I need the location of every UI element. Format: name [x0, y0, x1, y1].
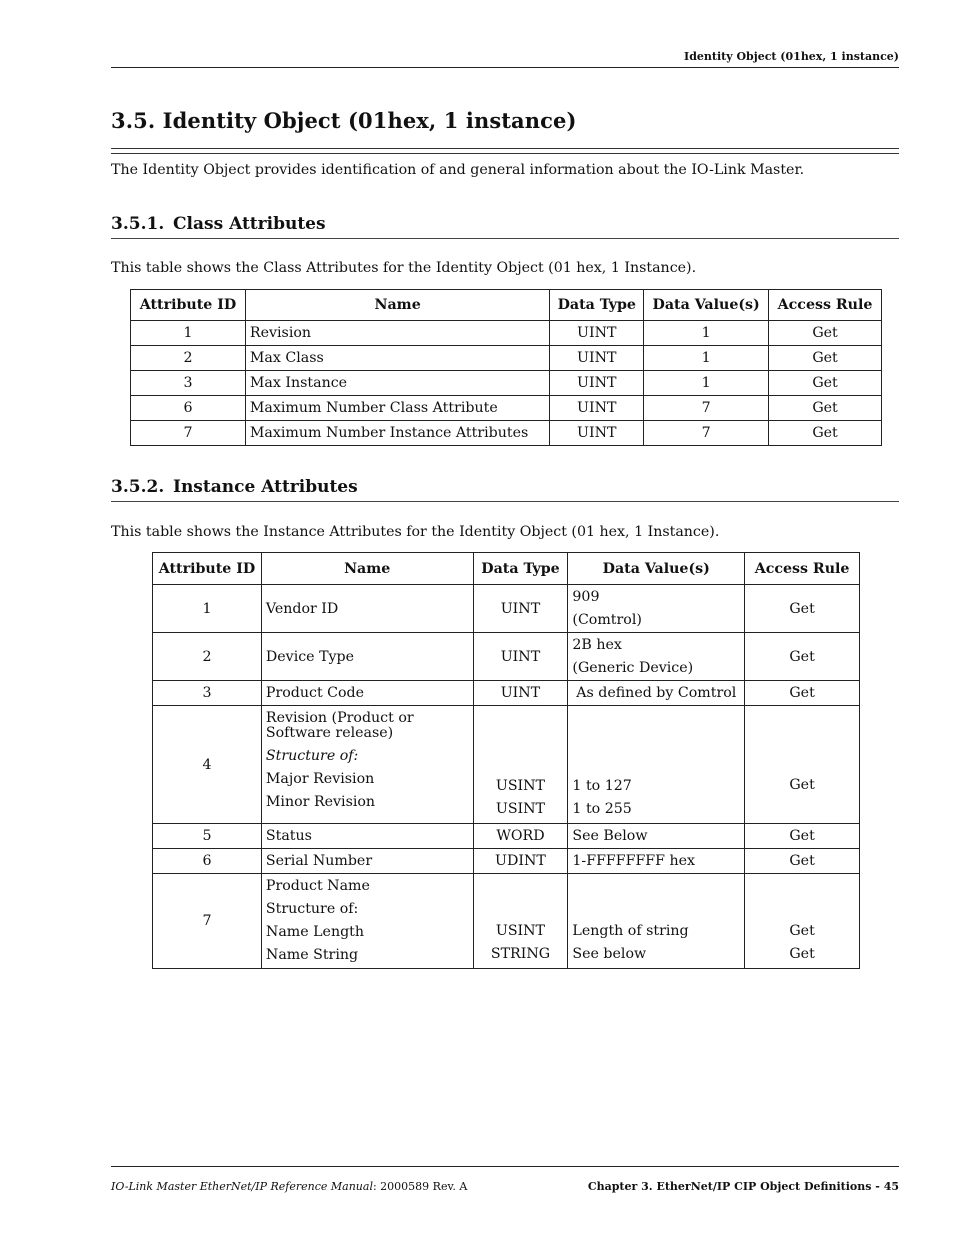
attribute-id: 2	[153, 633, 262, 681]
access-rule: Get	[745, 706, 860, 824]
column-header: Access Rule	[769, 290, 882, 321]
document-page	[111, 0, 899, 1235]
access-rule-line: Get	[789, 946, 815, 962]
instance-attributes-caption: This table shows the Instance Attributes for the Identity Object (01 hex, 1 Instance).	[111, 524, 720, 540]
data-value: 1-FFFFFFFF hex	[568, 849, 745, 874]
section-intro: The Identity Object provides identification of and general information about the IO-Link Master.	[111, 162, 805, 178]
data-value-line: 1 to 127	[572, 778, 632, 794]
table-row	[131, 346, 882, 371]
column-header: Name	[245, 290, 549, 321]
attribute-id: 7	[131, 421, 246, 446]
instance-attributes-table	[152, 552, 860, 969]
attribute-name: Revision	[245, 321, 549, 346]
attribute-id: 6	[153, 849, 262, 874]
access-rule: Get	[769, 321, 882, 346]
table-row	[153, 681, 860, 706]
table-header-row	[153, 553, 860, 585]
attribute-name: Max Instance	[245, 371, 549, 396]
table-header-row	[131, 290, 882, 321]
access-rule: Get	[769, 421, 882, 446]
instance-attributes-title: Instance Attributes	[173, 477, 358, 497]
column-header: Attribute ID	[153, 553, 262, 585]
data-value-line: See below	[572, 946, 647, 962]
attribute-id: 2	[131, 346, 246, 371]
access-rule: Get	[769, 371, 882, 396]
access-rule: Get	[769, 396, 882, 421]
attribute-id: 1	[153, 585, 262, 633]
data-type: UINT	[550, 371, 644, 396]
data-type: UINT	[550, 421, 644, 446]
name-line: Name Length	[265, 924, 365, 940]
data-value	[568, 633, 745, 681]
access-rule	[745, 874, 860, 969]
access-rule: Get	[745, 681, 860, 706]
footer-manual-revision: : 2000589 Rev. A	[372, 1180, 468, 1193]
section-title-rule	[111, 148, 899, 154]
data-value: See Below	[568, 824, 745, 849]
class-attributes-heading	[111, 214, 326, 234]
instance-attributes-rule	[111, 501, 899, 502]
table-row	[153, 706, 860, 824]
column-header: Access Rule	[745, 553, 860, 585]
attribute-id: 5	[153, 824, 262, 849]
name-line: Software release)	[265, 725, 394, 741]
data-value-line: (Comtrol)	[572, 611, 642, 628]
running-header: Identity Object (01hex, 1 instance)	[684, 50, 899, 63]
instance-attributes-heading	[111, 477, 358, 497]
data-value	[568, 585, 745, 633]
table-row	[153, 585, 860, 633]
attribute-name	[261, 706, 473, 824]
access-rule: Get	[769, 346, 882, 371]
data-value-line: (Generic Device)	[572, 659, 694, 676]
access-rule: Get	[745, 824, 860, 849]
table-row	[153, 874, 860, 969]
data-value-line: Length of string	[572, 923, 689, 939]
data-value: 1	[644, 321, 769, 346]
class-attributes-rule	[111, 238, 899, 239]
table-row	[153, 633, 860, 681]
data-type: UINT	[550, 346, 644, 371]
data-type: UINT	[550, 396, 644, 421]
name-line: Product Name	[265, 878, 370, 894]
class-attributes-caption: This table shows the Class Attributes for the Identity Object (01 hex, 1 Instance).	[111, 260, 697, 276]
table-row	[153, 849, 860, 874]
data-type: UINT	[473, 585, 568, 633]
access-rule: Get	[745, 633, 860, 681]
class-attributes-table	[130, 289, 882, 446]
column-header: Name	[261, 553, 473, 585]
name-line: Structure of:	[265, 901, 359, 917]
data-type: UINT	[473, 633, 568, 681]
table-row	[153, 824, 860, 849]
data-value: 1	[644, 346, 769, 371]
data-type: UINT	[473, 681, 568, 706]
attribute-name: Max Class	[245, 346, 549, 371]
data-type-line: STRING	[490, 946, 551, 962]
table-row	[131, 321, 882, 346]
column-header: Data Type	[550, 290, 644, 321]
table-row	[131, 371, 882, 396]
header-rule	[111, 67, 899, 68]
name-line: Revision (Product or	[265, 710, 414, 726]
data-type: WORD	[473, 824, 568, 849]
instance-attributes-number: 3.5.2.	[111, 477, 165, 497]
column-header: Data Value(s)	[568, 553, 745, 585]
footer-rule	[111, 1166, 899, 1167]
data-value	[568, 874, 745, 969]
attribute-name: Maximum Number Instance Attributes	[245, 421, 549, 446]
data-value: 1	[644, 371, 769, 396]
access-rule: Get	[745, 849, 860, 874]
data-type: UINT	[550, 321, 644, 346]
data-value-line: 1 to 255	[572, 801, 632, 817]
column-header: Attribute ID	[131, 290, 246, 321]
attribute-name: Serial Number	[261, 849, 473, 874]
attribute-id: 3	[131, 371, 246, 396]
footer-manual-reference	[111, 1180, 467, 1193]
attribute-name: Product Code	[261, 681, 473, 706]
data-value: As defined by Comtrol	[568, 681, 745, 706]
attribute-id: 6	[131, 396, 246, 421]
data-value	[568, 706, 745, 824]
data-value-line: 909	[572, 588, 600, 605]
data-value-line: 2B hex	[572, 636, 622, 653]
access-rule: Get	[745, 585, 860, 633]
name-line: Minor Revision	[265, 794, 376, 810]
attribute-name	[261, 874, 473, 969]
access-rule-line: Get	[789, 923, 815, 939]
table-row	[131, 396, 882, 421]
attribute-id: 3	[153, 681, 262, 706]
footer-chapter-page: Chapter 3. EtherNet/IP CIP Object Definitions - 45	[587, 1180, 899, 1193]
attribute-name: Vendor ID	[261, 585, 473, 633]
data-type-line: USINT	[495, 923, 546, 939]
section-title: 3.5. Identity Object (01hex, 1 instance)	[111, 108, 577, 133]
column-header: Data Type	[473, 553, 568, 585]
name-line: Structure of:	[265, 748, 359, 764]
name-line: Major Revision	[265, 771, 375, 787]
data-type: UDINT	[473, 849, 568, 874]
attribute-id: 1	[131, 321, 246, 346]
column-header: Data Value(s)	[644, 290, 769, 321]
name-line: Name String	[265, 947, 359, 963]
data-type	[473, 706, 568, 824]
class-attributes-title: Class Attributes	[173, 214, 326, 234]
data-type-line: USINT	[495, 801, 546, 817]
attribute-name: Maximum Number Class Attribute	[245, 396, 549, 421]
data-value: 7	[644, 421, 769, 446]
class-attributes-number: 3.5.1.	[111, 214, 165, 234]
attribute-id: 7	[153, 874, 262, 969]
data-type	[473, 874, 568, 969]
data-type-line: USINT	[495, 778, 546, 794]
attribute-name: Status	[261, 824, 473, 849]
attribute-id: 4	[153, 706, 262, 824]
footer-manual-title: IO-Link Master EtherNet/IP Reference Manual	[111, 1180, 373, 1193]
attribute-name: Device Type	[261, 633, 473, 681]
table-row	[131, 421, 882, 446]
data-value: 7	[644, 396, 769, 421]
